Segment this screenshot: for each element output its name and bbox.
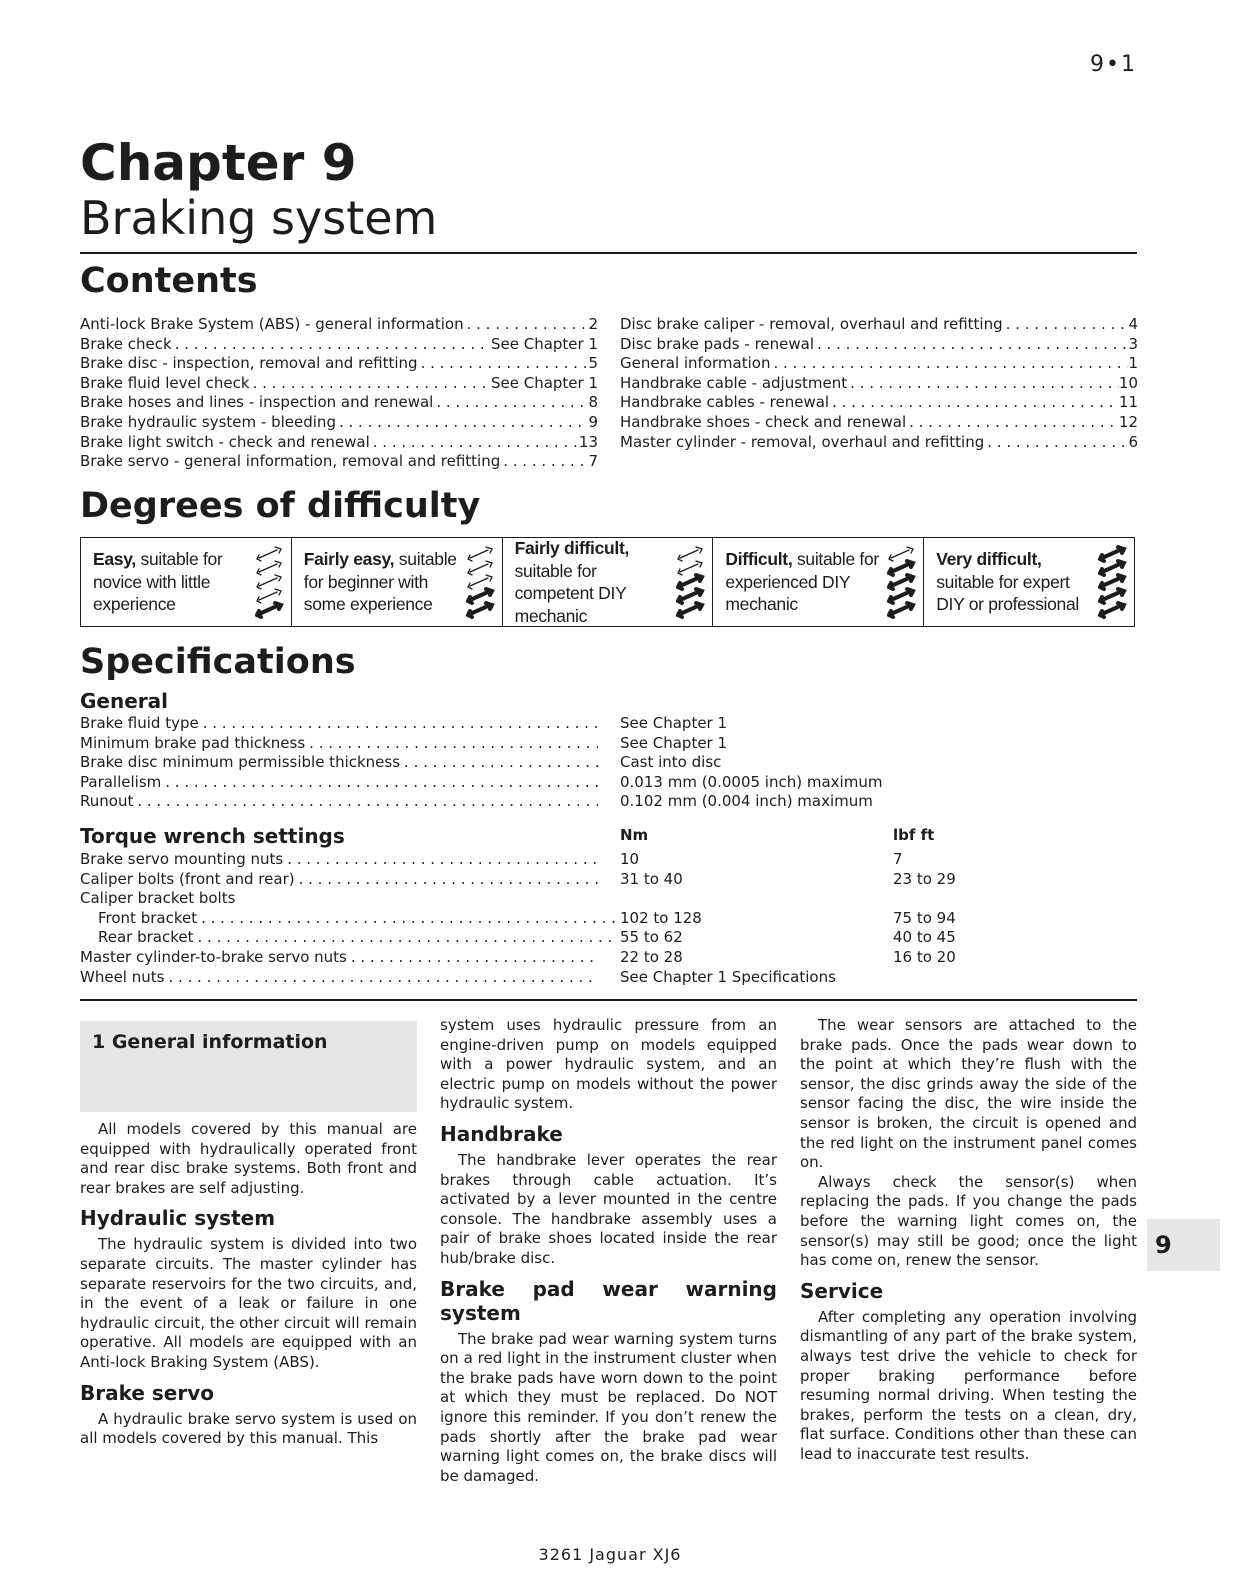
contents-entry-page: 3 — [1128, 334, 1138, 353]
difficulty-description — [725, 548, 887, 616]
spanner-filled-icon — [1100, 547, 1124, 561]
spec-row — [80, 714, 1137, 734]
contents-entry-page: 5 — [588, 354, 598, 373]
specs-torque — [80, 822, 1137, 987]
difficulty-term: Very difficult, — [936, 549, 1042, 570]
section-title-box — [80, 1021, 417, 1112]
contents-entry-label: General information — [620, 354, 771, 373]
wear-sensor-paragraph: The wear sensors are attached to the brake pads. Once the pads wear down to the point at which they’re flush with the sensor, the disc grinds away the side of the sensor facing the disc, the wire inside the sensor is broken, the circuit is opened and the red light on the instrument panel comes on. — [800, 1016, 1137, 1172]
difficulty-detail: suitable for competent DIY mechanic — [514, 560, 627, 626]
contents-entry-page: 11 — [1118, 393, 1138, 412]
body-column-2 — [440, 1016, 777, 1486]
contents-entry — [620, 393, 1138, 413]
sensor-check-paragraph: Always check the sensor(s) when replacing the pads. If you change the pads before the warning light comes on, the sensor(s) may still be good; once the light has come on, renew the sensor. — [800, 1172, 1137, 1270]
contents-right-column — [620, 315, 1138, 452]
spanner-filled-icon — [1100, 561, 1124, 575]
difficulty-detail: suitable for novice with little experience — [93, 549, 223, 615]
spanner-outline-icon — [468, 575, 492, 589]
leader-dots — [814, 335, 1128, 355]
padwear-paragraph: The brake pad wear warning system turns on a red light in the instrument cluster when the brake pads have worn down to the point at which they must be replaced. Do NOT ignore this reminder. If you don’t renew the pads shortly after the brake pad wear warning light comes on, the brake discs will be damaged. — [440, 1329, 777, 1485]
page-footer: 3261 Jaguar XJ6 — [538, 1545, 682, 1564]
torque-row — [80, 850, 1137, 870]
spanner-filled-icon — [889, 589, 913, 603]
leader-dots — [433, 393, 588, 413]
torque-lbf: 23 to 29 — [893, 869, 956, 888]
difficulty-term: Difficult, — [725, 549, 793, 570]
spec-label: Minimum brake pad thickness — [80, 733, 306, 752]
contents-entry-page: See Chapter 1 — [490, 334, 598, 353]
contents-entry-page: 2 — [588, 315, 598, 333]
contents-entry — [620, 374, 1138, 394]
spec-label: Runout — [80, 792, 134, 811]
leader-dots — [250, 374, 491, 394]
difficulty-description — [515, 537, 677, 627]
torque-row — [80, 928, 1137, 948]
handbrake-heading: Handbrake — [440, 1121, 563, 1146]
spanner-rating-icon — [887, 544, 917, 620]
spanner-outline-icon — [257, 561, 281, 575]
contents-entry-page: 12 — [1118, 412, 1138, 431]
spec-value: See Chapter 1 — [620, 714, 728, 732]
contents-entry-page: 4 — [1128, 315, 1138, 333]
leader-dots — [500, 452, 588, 472]
torque-label-cell — [80, 850, 598, 870]
difficulty-term: Easy, — [93, 549, 136, 570]
contents-entry-page: 1 — [1128, 354, 1138, 373]
contents-entry-label: Handbrake cables - renewal — [620, 393, 830, 412]
contents-entry — [620, 413, 1138, 433]
contents-entry — [80, 452, 598, 472]
torque-lbf: 7 — [893, 850, 903, 868]
contents-entry-page: 13 — [578, 432, 598, 451]
spec-value: 0.102 mm (0.004 inch) maximum — [620, 792, 873, 811]
contents-entry-label: Brake light switch - check and renewal — [80, 432, 370, 451]
spanner-filled-icon — [1100, 575, 1124, 589]
chapter-number: Chapter 9 — [80, 134, 357, 192]
spanner-rating-icon — [676, 544, 706, 620]
spanner-rating-icon — [466, 544, 496, 620]
torque-nm: 22 to 28 — [620, 947, 683, 966]
specs-general — [80, 688, 1137, 812]
contents-entry-page: 6 — [1128, 432, 1138, 451]
contents-entry — [80, 433, 598, 453]
torque-row — [80, 968, 1137, 988]
contents-left-column — [80, 315, 598, 472]
page-number: 9•1 — [1090, 52, 1137, 77]
contents-entry-label: Handbrake cable - adjustment — [620, 373, 848, 392]
section-title: 1 General information — [92, 1031, 328, 1053]
spanner-filled-icon — [678, 589, 702, 603]
contents-entry — [620, 433, 1138, 453]
torque-lbf: 40 to 45 — [893, 928, 956, 947]
leader-dots — [370, 433, 579, 453]
leader-dots — [283, 850, 598, 870]
contents-entry — [80, 354, 598, 374]
contents-entry-label: Brake disc - inspection, removal and refitting — [80, 354, 418, 373]
difficulty-detail: suitable for experienced DIY mechanic — [725, 549, 879, 615]
body-column-1 — [80, 1016, 417, 1449]
leader-dots — [194, 928, 617, 948]
contents-entry-label: Brake hydraulic system - bleeding — [80, 412, 336, 431]
service-paragraph: After completing any operation involving dismantling of any part of the brake system, always test drive the vehicle to check for proper braking performance before resuming normal driving. When testing the brakes, perform the tests on a clean, dry, flat surface. Conditions other than these can lead to inaccurate test results. — [800, 1307, 1137, 1463]
spec-label-cell — [80, 773, 598, 793]
spanner-filled-icon — [678, 603, 702, 617]
spec-value: Cast into disc — [620, 753, 722, 772]
torque-label: Front bracket — [98, 908, 198, 927]
leader-dots — [295, 870, 598, 890]
title-rule — [80, 252, 1137, 254]
spec-value: See Chapter 1 — [620, 733, 728, 752]
hydraulic-paragraph: The hydraulic system is divided into two separate circuits. The master cylinder has separate reservoirs for the two circuits, and, in the event of a leak or failure in one hydraulic circuit, the other circuit will remain operative. All models are equipped with an Anti-lock Braking System (ABS). — [80, 1235, 417, 1371]
torque-col-nm: Nm — [620, 826, 649, 845]
torque-col-lbf: lbf ft — [893, 826, 935, 845]
difficulty-description — [304, 548, 466, 616]
contents-entry-page: 9 — [588, 412, 598, 431]
contents-entry — [80, 335, 598, 355]
leader-dots — [164, 968, 598, 988]
leader-dots — [172, 335, 491, 355]
leader-dots — [305, 734, 598, 754]
padwear-heading: Brake pad wear warning system — [440, 1276, 777, 1325]
torque-label: Master cylinder-to-brake servo nuts — [80, 947, 347, 966]
spanner-outline-icon — [468, 547, 492, 561]
leader-dots — [1003, 315, 1129, 335]
difficulty-term: Fairly easy, — [303, 549, 395, 570]
torque-nm: See Chapter 1 Specifications — [620, 967, 836, 986]
difficulty-description — [936, 548, 1098, 616]
difficulty-description — [93, 548, 255, 616]
contents-entry-label: Disc brake caliper - removal, overhaul and refitting — [620, 315, 1003, 333]
spec-label: Brake fluid type — [80, 714, 199, 732]
chapter-title: Braking system — [80, 191, 438, 245]
spanner-filled-icon — [678, 575, 702, 589]
contents-entry-label: Master cylinder - removal, overhaul and refitting — [620, 432, 985, 451]
spanner-filled-icon — [889, 561, 913, 575]
specifications-heading: Specifications — [80, 642, 356, 682]
intro-paragraph: All models covered by this manual are equipped with hydraulically operated front and rear disc brake systems. Both front and rear brakes are self adjusting. — [80, 1120, 417, 1197]
spec-label-cell — [80, 792, 598, 812]
leader-dots — [984, 433, 1128, 453]
spanner-filled-icon — [1100, 589, 1124, 603]
spanner-filled-icon — [889, 603, 913, 617]
spanner-filled-icon — [889, 575, 913, 589]
leader-dots — [400, 753, 598, 773]
spec-value: 0.013 mm (0.0005 inch) maximum — [620, 772, 883, 791]
torque-row — [80, 909, 1137, 929]
spec-label-cell — [80, 734, 598, 754]
contents-entry-label: Brake servo - general information, removal and refitting — [80, 452, 501, 471]
spanner-outline-icon — [468, 561, 492, 575]
contents-entry — [80, 393, 598, 413]
leader-dots — [418, 354, 589, 374]
difficulty-level — [502, 538, 713, 626]
hydraulic-heading: Hydraulic system — [80, 1206, 276, 1231]
leader-dots — [906, 413, 1119, 433]
specs-rule — [80, 999, 1137, 1001]
torque-nm: 31 to 40 — [620, 869, 683, 888]
contents-entry — [620, 335, 1138, 355]
contents-entry-label: Handbrake shoes - check and renewal — [620, 412, 907, 431]
contents-entry-label: Brake fluid level check — [80, 373, 250, 392]
servo-heading: Brake servo — [80, 1380, 215, 1405]
body-column-3 — [800, 1016, 1137, 1464]
spec-label: Brake disc minimum permissible thickness — [80, 753, 401, 772]
leader-dots — [770, 354, 1128, 374]
difficulty-heading: Degrees of difficulty — [80, 486, 481, 526]
spanner-outline-icon — [257, 575, 281, 589]
difficulty-scale — [80, 537, 1135, 627]
spanner-outline-icon — [889, 547, 913, 561]
leader-dots — [347, 948, 598, 968]
spanner-rating-icon — [255, 544, 285, 620]
torque-subheading: Torque wrench settings — [80, 824, 345, 848]
torque-nm: 102 to 128 — [620, 908, 702, 927]
spanner-filled-icon — [257, 603, 281, 617]
contents-entry-page: 7 — [588, 452, 598, 471]
handbrake-paragraph: The handbrake lever operates the rear brakes through cable actuation. It’s activated by a lever mounted in the centre console. The handbrake assembly uses a pair of brake shoes located inside the rear hub/brake disc. — [440, 1150, 777, 1267]
contents-entry — [620, 315, 1138, 335]
torque-label: Caliper bracket bolts — [80, 889, 236, 908]
torque-label: Wheel nuts — [80, 967, 165, 986]
difficulty-detail: suitable for beginner with some experience — [303, 549, 457, 615]
spanner-filled-icon — [1100, 603, 1124, 617]
servo-paragraph: A hydraulic brake servo system is used on all models covered by this manual. This — [80, 1409, 417, 1448]
leader-dots — [133, 792, 598, 812]
spanner-rating-icon — [1098, 544, 1128, 620]
service-heading: Service — [800, 1278, 884, 1303]
spec-label: Parallelism — [80, 772, 162, 791]
spec-row — [80, 734, 1137, 754]
torque-row — [80, 948, 1137, 968]
torque-row — [80, 889, 1137, 909]
spanner-filled-icon — [468, 603, 492, 617]
spec-label-cell — [80, 753, 598, 773]
difficulty-level — [923, 538, 1134, 626]
torque-label-cell — [80, 968, 598, 988]
chapter-side-tab: 9 — [1147, 1219, 1220, 1271]
contents-entry-label: Brake check — [80, 334, 172, 353]
torque-label-cell — [80, 948, 598, 968]
leader-dots — [464, 315, 589, 335]
contents-heading: Contents — [80, 261, 258, 301]
general-subheading: General — [80, 689, 168, 713]
spanner-filled-icon — [468, 589, 492, 603]
contents-entry — [620, 354, 1138, 374]
spanner-outline-icon — [678, 561, 702, 575]
torque-nm: 10 — [620, 850, 640, 868]
spanner-outline-icon — [257, 547, 281, 561]
torque-label: Rear bracket — [98, 928, 194, 947]
contents-entry — [80, 315, 598, 335]
torque-label-cell — [80, 909, 616, 929]
spanner-outline-icon — [257, 589, 281, 603]
contents-entry-label: Disc brake pads - renewal — [620, 334, 815, 353]
spec-label-cell — [80, 714, 598, 734]
difficulty-level — [291, 538, 502, 626]
spanner-outline-icon — [678, 547, 702, 561]
torque-lbf: 16 to 20 — [893, 947, 956, 966]
torque-label-cell — [80, 870, 598, 890]
contents-entry — [80, 374, 598, 394]
contents-entry — [80, 413, 598, 433]
leader-dots — [199, 714, 598, 734]
contents-entry-page: 8 — [588, 393, 598, 412]
difficulty-level — [712, 538, 923, 626]
torque-nm: 55 to 62 — [620, 928, 683, 947]
spec-row — [80, 753, 1137, 773]
contents-entry-page: See Chapter 1 — [490, 373, 598, 392]
difficulty-term: Fairly difficult, — [514, 538, 630, 558]
torque-label: Caliper bolts (front and rear) — [80, 869, 295, 888]
torque-label: Brake servo mounting nuts — [80, 850, 284, 868]
leader-dots — [829, 393, 1119, 413]
spec-row — [80, 773, 1137, 793]
contents-entry-label: Brake hoses and lines - inspection and renewal — [80, 393, 434, 412]
difficulty-detail: suitable for expert DIY or professional — [936, 571, 1079, 615]
torque-row — [80, 870, 1137, 890]
torque-label-cell — [80, 928, 616, 948]
leader-dots — [336, 413, 588, 433]
torque-lbf: 75 to 94 — [893, 908, 956, 927]
contents-entry-page: 10 — [1118, 373, 1138, 392]
difficulty-level — [81, 538, 291, 626]
torque-label-cell — [80, 889, 598, 909]
spec-row — [80, 792, 1137, 812]
leader-dots — [197, 909, 616, 929]
leader-dots — [847, 374, 1119, 394]
leader-dots — [161, 773, 598, 793]
servo-continued-paragraph: system uses hydraulic pressure from an engine-driven pump on models equipped with a power hydraulic system, and an electric pump on models without the power hydraulic system. — [440, 1016, 777, 1113]
contents-entry-label: Anti-lock Brake System (ABS) - general information — [80, 315, 464, 333]
